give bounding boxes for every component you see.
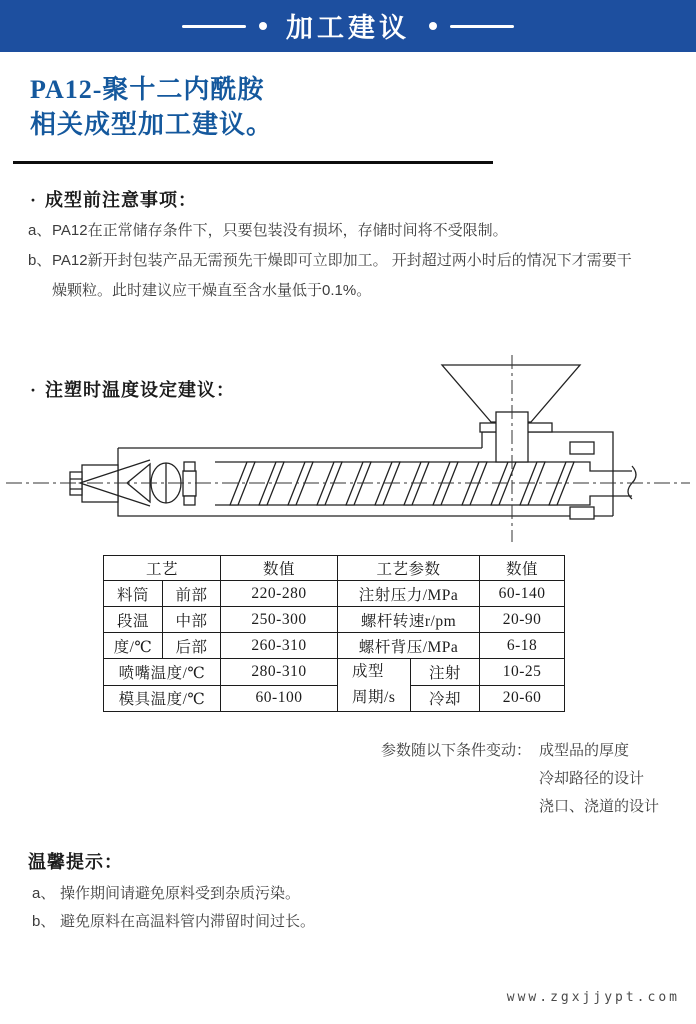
- footer-url: www.zgxjjypt.com: [506, 990, 680, 1005]
- cell-molding-cycle: 成型 周期/s: [338, 659, 411, 712]
- cell-temp-front: 220-280: [221, 581, 338, 607]
- page-title: [30, 72, 273, 142]
- item-text: 避免原料在高温料管内滞留时间过长。: [60, 913, 316, 930]
- table-row: [104, 607, 565, 633]
- item-label: b、: [32, 913, 56, 930]
- temperature-heading: · 注塑时温度设定建议：: [30, 380, 236, 400]
- title-divider: [13, 161, 493, 164]
- bullet-icon: ·: [30, 190, 38, 210]
- banner-left-dot-icon: [259, 22, 267, 30]
- cell-temp-rear: 260-310: [221, 633, 338, 659]
- cell-injection-pressure-value: 60-140: [480, 581, 565, 607]
- item-label: a、: [28, 222, 52, 239]
- cell-back-pressure: 螺杆背压/MPa: [338, 633, 480, 659]
- tip-item-b: [32, 908, 315, 936]
- banner-title: 加工建议: [286, 12, 410, 43]
- parameters-table-wrap: [103, 555, 565, 712]
- table-row: [104, 581, 565, 607]
- cell-injection-pressure: 注射压力/MPa: [338, 581, 480, 607]
- tip-item-a: [32, 880, 300, 908]
- banner-right-line: [450, 25, 514, 28]
- header-process: 工艺: [104, 556, 221, 581]
- precaution-item-b: [28, 246, 644, 306]
- variation-note-lead: 参数随以下条件变动：: [381, 742, 532, 759]
- page-title-line2: 相关成型加工建议。: [30, 110, 274, 139]
- injection-screw-diagram: [0, 350, 696, 550]
- table-row: [104, 685, 565, 712]
- cell-zone-rear: 后部: [163, 633, 221, 659]
- cell-screw-speed: 螺杆转速r/pm: [338, 607, 480, 633]
- cell-mold-temp-value: 60-100: [221, 685, 338, 712]
- cell-cooling-time: 冷却: [411, 685, 480, 712]
- banner-left-line: [182, 25, 246, 28]
- table-row: [104, 659, 565, 686]
- variation-item: 冷却路径的设计: [539, 770, 645, 787]
- precautions-heading: · 成型前注意事项：: [30, 190, 198, 210]
- cell-zone-front: 前部: [163, 581, 221, 607]
- tips-heading: 温馨提示：: [28, 852, 123, 872]
- variation-note: [381, 737, 659, 821]
- table-header-row: [104, 556, 565, 581]
- header-value2: 数值: [480, 556, 565, 581]
- cell-screw-speed-value: 20-90: [480, 607, 565, 633]
- cell-barrel-2: 段温: [104, 607, 163, 633]
- bullet-icon: ·: [30, 380, 38, 400]
- header-banner: [0, 0, 696, 52]
- header-param: 工艺参数: [338, 556, 480, 581]
- item-label: a、: [32, 885, 56, 902]
- cell-cooling-time-value: 20-60: [480, 685, 565, 712]
- item-label: b、: [28, 252, 52, 269]
- screw-diagram-svg: [0, 350, 696, 550]
- cell-back-pressure-value: 6-18: [480, 633, 565, 659]
- cell-barrel-1: 料筒: [104, 581, 163, 607]
- variation-item: 成型品的厚度: [539, 742, 630, 759]
- cell-injection-time: 注射: [411, 659, 480, 686]
- item-text: PA12在正常储存条件下，只要包装没有损坏，存储时间将不受限制。: [52, 222, 508, 239]
- item-text: PA12新开封包装产品无需预先干燥即可立即加工。 开封超过两小时后的情况下才需要干燥颗粒。此时建议应干燥直至含水量低于0.1%。: [52, 252, 632, 299]
- cell-nozzle-temp-value: 280-310: [221, 659, 338, 686]
- variation-item: 浇口、浇道的设计: [539, 798, 660, 815]
- precaution-item-a: [28, 216, 644, 246]
- page-title-line1: PA12-聚十二内酰胺: [30, 75, 265, 104]
- parameters-table: [103, 555, 565, 712]
- header-value1: 数值: [221, 556, 338, 581]
- item-text: 操作期间请避免原料受到杂质污染。: [60, 885, 301, 902]
- cell-zone-middle: 中部: [163, 607, 221, 633]
- cell-barrel-3: 度/℃: [104, 633, 163, 659]
- cell-injection-time-value: 10-25: [480, 659, 565, 686]
- variation-note-items: [539, 737, 659, 821]
- banner-right-dot-icon: [429, 22, 437, 30]
- cell-mold-temp: 模具温度/℃: [104, 685, 221, 712]
- cell-nozzle-temp: 喷嘴温度/℃: [104, 659, 221, 686]
- cell-temp-middle: 250-300: [221, 607, 338, 633]
- table-row: [104, 633, 565, 659]
